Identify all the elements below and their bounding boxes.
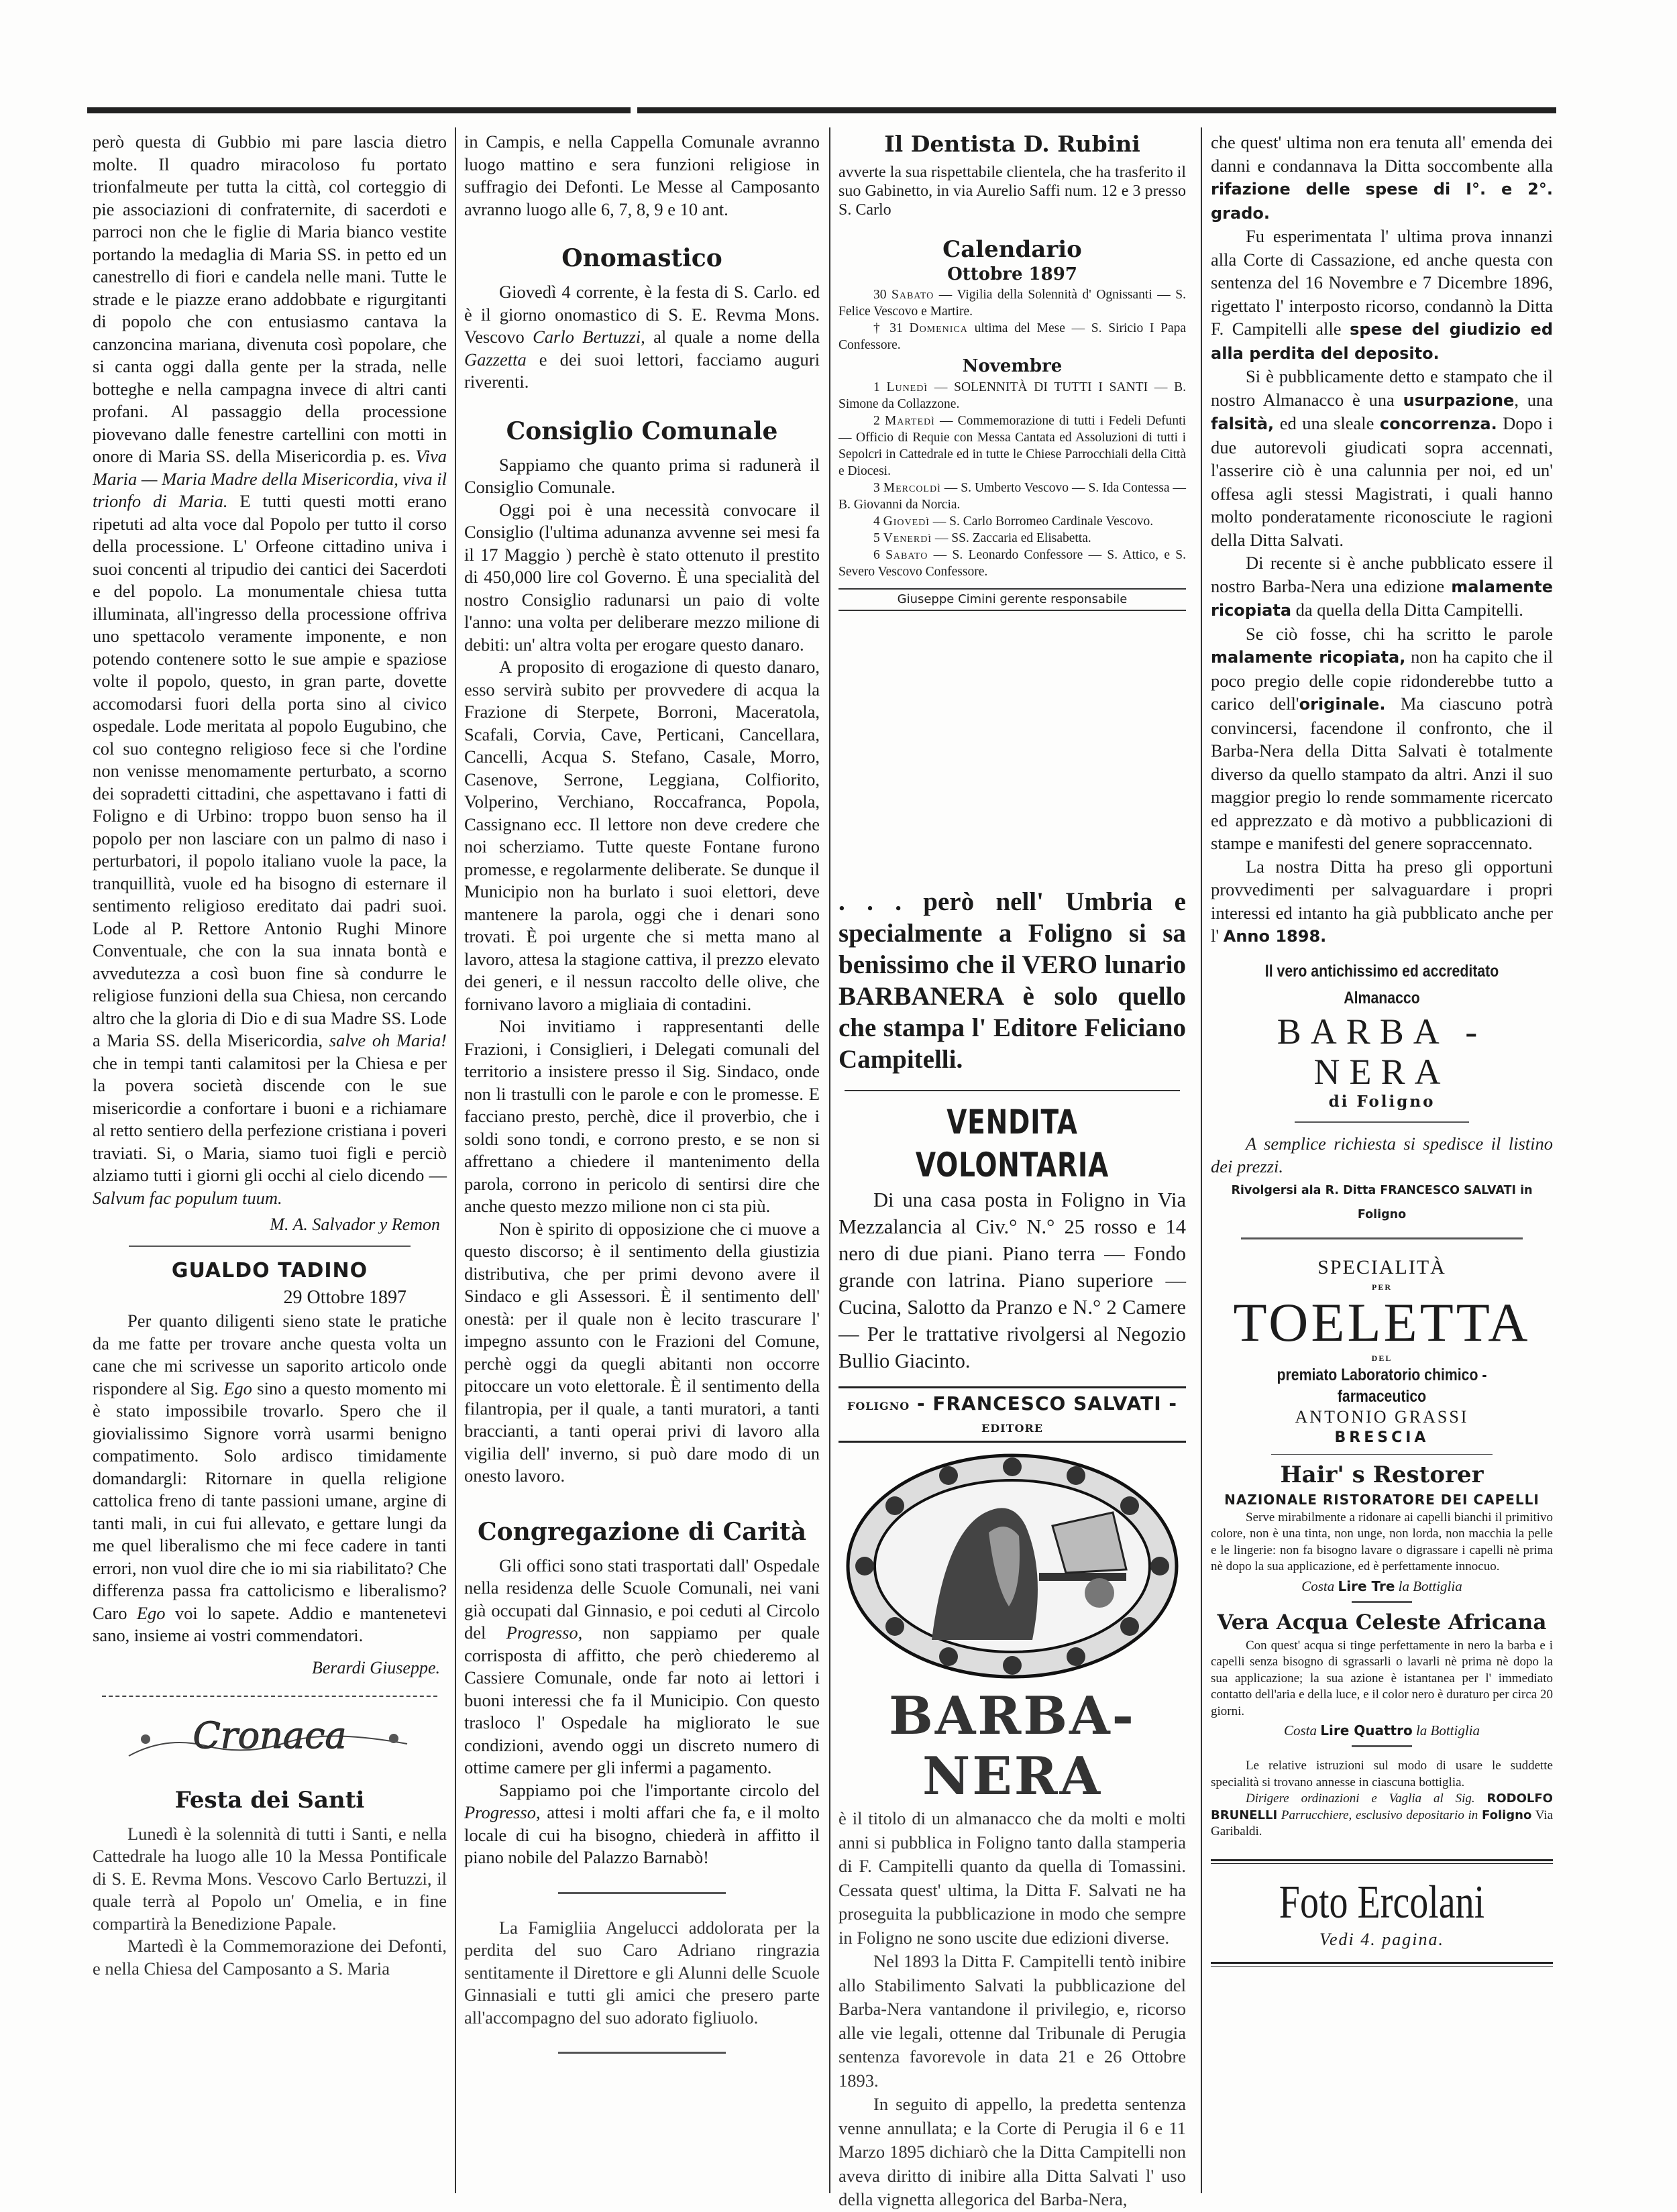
dentista-heading: Il Dentista D. Rubini	[884, 131, 1140, 157]
cronaca-ornament-icon	[125, 1709, 414, 1763]
calendar-weekday: Lunedì	[886, 380, 928, 394]
italic-text: Ego	[223, 1378, 252, 1398]
calendar-weekday: Mercoldì	[883, 481, 941, 495]
text: FOLIGNO	[847, 1400, 910, 1413]
gualdo-heading: GUALDO TADINO	[171, 1259, 368, 1282]
calendario-title: Calendario	[942, 236, 1082, 263]
bold-text: malamente ricopiata,	[1211, 648, 1406, 667]
paragraph	[1211, 131, 1553, 225]
text: Dirigere ordinazioni e Vaglia al Sig.	[1246, 1791, 1475, 1806]
ornamental-divider	[1241, 1237, 1523, 1239]
column-1	[93, 131, 447, 1980]
text: EDITORE	[981, 1422, 1043, 1435]
bold-text: Foligno	[1482, 1808, 1532, 1822]
italic-text: Viva Maria — Maria Madre della Misericordia, viva il trionfo di Maria.	[93, 446, 447, 511]
calendar-day: 3	[873, 481, 880, 495]
italic-text: salve oh Maria!	[329, 1030, 447, 1050]
text: Costa	[1301, 1578, 1335, 1594]
calendar-entry	[838, 320, 1186, 353]
calendar-entry	[838, 379, 1186, 412]
text: , una	[1514, 389, 1553, 410]
text: ed una sleale	[1279, 413, 1374, 433]
calendar-day: 4	[873, 514, 880, 529]
calendar-weekday: Sabato	[885, 548, 928, 562]
congregazione-heading: Congregazione di Carità	[477, 1517, 807, 1546]
editore-banner	[838, 1386, 1186, 1443]
svg-text:Cronaca: Cronaca	[193, 1714, 347, 1757]
calendar-day: 6	[873, 548, 880, 562]
almanacco-tagline: Il vero antichissimo ed accreditato Almanacco	[1264, 961, 1499, 1007]
paragraph: Sappiamo che quanto prima si radunerà il Consiglio Comunale.	[464, 454, 820, 497]
text: voi lo sapete. Addio e mantenetevi sano, insieme ai vostri commendatori.	[93, 1602, 447, 1645]
festa-paragraph: Martedì è la Commemorazione dei Defonti, e nella Chiesa del Camposanto a S. Maria	[93, 1936, 447, 1979]
cronaca-logo	[93, 1709, 447, 1763]
barbanera-vignette	[838, 1452, 1186, 1683]
serve-paragraph: Serve mirabilmente a ridonare ai capelli bianchi il primitivo colore, non è una tinta, non unge, non lorda, non macchia la pelle e le lingerie: non fa bisogno lavare o digrassare i capelli nè prima nè dopo la sua applicazione, ed è perfettamente innocuo.	[1211, 1510, 1553, 1573]
divider	[558, 2052, 726, 2054]
double-rule	[1211, 1962, 1553, 1967]
specialita-label: SPECIALITÀ	[1317, 1256, 1446, 1278]
month-heading: Ottobre 1897	[947, 264, 1077, 284]
vera-paragraph: Con quest' acqua si tinge perfettamente in nero la barba e i capelli senza bisogno di sgrassarli o lavarli nè prima nè dopo la sua applicazione; la sua azione è istantanea per l' immediato contatto dell'aria e della luce, e il color nero è duraturo per circa 20 giorni.	[1211, 1638, 1553, 1718]
calendar-day: † 31	[873, 321, 903, 335]
calendar-entry	[838, 547, 1186, 580]
vendita-heading-wrap	[838, 1101, 1186, 1186]
vendita-paragraph: Di una casa posta in Foligno in Via Mezzalancia al Civ.° N.° 25 rosso e 14 nero di due piani. Piano terra — Fondo grande con latrina. Piano superiore — Cucina, Salotto da Pranzo e N.° 2 Camere — Per le trattative rivolgersi al Negozio Bullio Giacinto.	[838, 1188, 1186, 1372]
calendar-text: — S. Umberto Vescovo — S. Ida Contessa — B. Giovanni da Norcia.	[838, 481, 1186, 512]
text: però questa di Gubbio mi pare lascia dietro molte. Il quadro miracoloso fu portato trionfalmeute per tutta la città, col corteggio di pie associazioni di confraternite, di sacerdoti e parroci non che le figlie di Maria bianco vestite portando la medaglia di Maria SS. in petto ed un canestrello di fiori e candela nelle mani. Tutte le strade e le piazze erano addobbate e rigurgitanti di popolo che con entusiasmo cantava la canzoncina mariana, divenuta così popolare, che si canta oggi dalla gente per la strada, nelle botteghe e nella campagna invece di altri canti profani. Al passaggio della processione piovevano dalle fenestre cartellini con motti in onore di Maria SS. della Misericordia p. es.	[93, 131, 447, 466]
text: Parrucchiere, esclusivo depositario in	[1281, 1808, 1478, 1822]
text: Si è pubblicamente detto e stampato che il nostro Almanacco è una	[1211, 366, 1553, 410]
text: Dopo i due autorevoli giudicati sopra accennati, l'asserire ciò è una calunnia per noi, ed un' offesa agli stessi Magistrati, i quali hanno molto ponderatamente riconosciute le ragioni della Ditta Salvati.	[1211, 413, 1554, 550]
signature: Berardi Giuseppe.	[311, 1657, 440, 1677]
bold-text: concorrenza.	[1379, 414, 1497, 433]
italic-text: Progresso,	[464, 1802, 541, 1822]
calendar-text: — S. Carlo Borromeo Cardinale Vescovo.	[932, 514, 1154, 529]
calendar-weekday: Domenica	[909, 321, 968, 335]
paragraph: Noi invitiamo i rappresentanti delle Frazioni, i Consiglieri, i Delegati comunali del territorio a insistere presso il Sig. Sindaco, onde non li trastulli con le parole e con le promesse. E facciano presto, perchè, dice il proverbio, che i soldi sono tondi, e corrono presto, e se non si affrettano a chiedere il mantenimento della parola, corrono in pericolo di sentirsi dire che anche questo mezzo milione non ci sta più.	[464, 1016, 820, 1216]
festa-heading: Festa dei Santi	[174, 1786, 365, 1814]
bold-text: falsità,	[1211, 414, 1275, 433]
barbanera-vignette-image	[845, 1452, 1180, 1680]
text: non sappiamo per quale corrisposta di affitto, che però chiederemo al Cassiere Comunale, onde far noto ai lettori i buoni interessi che fa il Municipio. Con questo trasloco l' Ospedale ha migliorato le sue condizioni, avendo oggi un discreto numero di ottime camere per gli infermi a pagamento.	[464, 1622, 820, 1777]
barbanera-title: BARBA-NERA	[888, 1685, 1136, 1807]
calendar-text: — Commemorazione di tutti i Fedeli Defunti — Officio di Requie con Messa Cantata ed Assoluzioni di tutti i Sepolcri in Cattedrale ed in tutte le Chiese Parrocchiali della Città e Diocesi.	[838, 414, 1187, 478]
price-line	[1211, 1720, 1553, 1741]
paragraph	[1211, 225, 1553, 365]
paragraph	[1211, 365, 1553, 551]
gerente-responsabile: Giuseppe Cimini gerente responsabile	[838, 588, 1186, 611]
paragraph	[1211, 855, 1553, 948]
text: non ha capito che il poco pregio delle copie ridonderebbe tutto a carico dell'	[1211, 647, 1554, 714]
column-3	[838, 131, 1186, 2212]
text: la Bottiglia	[1398, 1578, 1462, 1594]
barbanera-ad-title: BARBA - NERA	[1277, 1011, 1487, 1092]
per-label: PER	[1372, 1282, 1392, 1292]
price: Lire Tre	[1338, 1578, 1395, 1594]
paragraph: è il titolo di un almanacco che da molti e molti anni si pubblica in Foligno tanto dalla stamperia di F. Campitelli quanto da quella di Tomassini. Cessata quest' ultima, la Ditta F. Salvati ne ha proseguita la pubblicazione in modo che sempre in Foligno ne sono uscite due edizioni diverse.	[838, 1808, 1186, 1948]
ornamental-divider	[845, 1090, 1180, 1091]
text: la Bottiglia	[1415, 1722, 1480, 1738]
paragraph: A proposito di erogazione di questo danaro, esso servirà subito per provvedere di acqua la Frazione di Sterpete, Borroni, Maceratola, Scafali, Corvia, Cave, Perticani, Cancellara, Cancelli, Acqua S. Stefano, Casale, Morro, Casenove, Serrone, Leggiana, Colfiorito, Volperino, Verchiano, Roccafranca, Popola, Cassignano ecc. Il lettore non deve credere che noi scherziamo. Tutte queste Fontane furono promesse, e regolarmente deliberate. Se dunque il Municipio non ha burlato i suoi elettori, deve mantenere la parola, oggi che i denari sono trovati. È poi urgente che si metta mano al lavoro, attesa la stagione cattiva, il prezzo elevato dei generi, e il nessun raccolto delle olive, che fornivano lavoro a migliaia di contadini.	[464, 657, 820, 1014]
paragraph: Oggi poi è una necessità convocare il Consiglio (l'ultima adunanza avvenne sei mesi fa il 17 Maggio ) perchè è stato ottenuto il prestito di 450,000 lire col Governo. È una specialità del nostro Consiglio radunarsi un paio di volte l'anno: una volta per deliberare mezzo milione di debiti: un' altra volta per erogare questo danaro.	[464, 499, 820, 655]
calendar-weekday: Giovedì	[883, 514, 930, 529]
paragraph	[1211, 622, 1553, 855]
festa-paragraph: Lunedì è la solennità di tutti i Santi, e nella Cattedrale ha luogo alle 10 la Messa Pontificale di S. E. Revma Mons. Vescovo Carlo Bertuzzi, il quale terrà al Popolo un' Omelia, e in fine compartirà la Benedizione Papale.	[93, 1823, 447, 1934]
calendar-entry	[838, 412, 1186, 480]
paragraph: In seguito di appello, la predetta sentenza venne annullata; e la Corte di Perugia il 6 e 11 Marzo 1895 dichiarò che la Ditta Campitelli non aveva diritto di inibire alla Ditta Salvati l' uso della vignetta allegorica del Barba-Nera,	[838, 2094, 1186, 2209]
gualdo-date: 29 Ottobre 1897	[283, 1287, 407, 1308]
paragraph: Non è spirito di opposizione che ci muove a questo discorso; è il sentimento della giustizia distributiva, che per primi devono avere il Sindaco e gli Assessori. È il sentimento dell' onestà: per il quale non è lecito trascurare l' impegno assunto con le Frazioni del Comune, perchè oggi da quegli abitanti non occorre pitoccare un voto elettorale. È il sentimento della filantropia, per il quale, a tanti muratori, a tanti braccianti, a tanti operai privi di lavoro alla vigilia dell' inverno, si può dare modo di un onesto lavoro.	[464, 1218, 820, 1486]
text: Ma ciascuno potrà convincersi, facendone il confronto, che il Barba-Nera della Ditta Salvati è totalmente diverso da quello stampato da altri. Anzi il suo maggior pregio lo rende sommamente ricercato ed apprezzato e dà motivo a pubblicazioni di stampe e manifesti del genere sopraccennato.	[1211, 694, 1553, 853]
calendar-text: — SOLENNITÀ DI TUTTI I SANTI — B. Simone da Collazzone.	[838, 380, 1187, 411]
paragraph: Nel 1893 la Ditta F. Campitelli tentò inibire allo Stabilimento Salvati la pubblicazione del Barba-Nera vantandone il privilegio, e, ricorso alle vie legali, ottenne dal Tribunale di Perugia sentenza favorevole in data 21 e 26 Ottobre 1893.	[838, 1951, 1186, 2091]
price: Lire Quattro	[1320, 1722, 1413, 1738]
del-label: DEL	[1371, 1353, 1393, 1363]
calendar-entry	[838, 513, 1186, 530]
faded-area	[838, 611, 1186, 886]
bold-text: spese del giudizio ed alla perdita del deposito.	[1211, 320, 1553, 363]
calendar-day: 30	[873, 288, 887, 302]
gubbio-article	[93, 131, 447, 1209]
header-rule	[87, 107, 631, 113]
text: sino a questo momento mi è stato impossibile trovarlo. Spero che il giovialissimo Signore vorrà usarmi benigno compatimento. Solo ardisco timidamente domandargli: Ritornare in quella religione cattolica freno di tante passioni umane, argine di tanti mali, in cui fui allevato, e gettare lungi da me quel liberalismo che mi fece cadere in tanti errori, non vuol dire che io mi sia riabilitato? Che differenza passa fra cattolicismo e liberalismo? Caro	[93, 1378, 447, 1623]
bold-text: malamente ricopiata	[1211, 577, 1554, 620]
calendar-weekday: Sabato	[891, 288, 934, 302]
price-line	[1211, 1575, 1553, 1597]
double-rule	[1211, 1859, 1553, 1864]
calendar-text: ultima del Mese — S. Siricio I Papa Confessore.	[838, 321, 1187, 352]
famiglia-notice: La Famigliia Angelucci addolorata per la perdita del suo Caro Adriano ringrazia sentitamente il Direttore e gli Alunni delle Scuole Ginnasiali e tutti gli amici che presero parte all'accompagno del suo adorato figliuolo.	[464, 1917, 820, 2028]
text: Sappiamo poi che l'importante circolo del	[499, 1779, 820, 1800]
consiglio-heading: Consiglio Comunale	[506, 417, 778, 445]
text: Se ciò fosse, chi ha scritto le parole	[1246, 623, 1553, 644]
laboratorio-line: premiato Laboratorio chimico - farmaceutico	[1277, 1365, 1487, 1406]
calendar-weekday: Venerdì	[883, 531, 932, 545]
dentista-paragraph: avverte la sua rispettabile clientela, che ha trasferito il suo Gabinetto, in via Aurelio Saffi num. 12 e 3 presso S. Carlo	[838, 164, 1186, 219]
onomastico-heading: Onomastico	[561, 244, 722, 272]
text: - FRANCESCO SALVATI -	[916, 1392, 1178, 1415]
column-2	[464, 131, 820, 2063]
calendario	[838, 237, 1186, 580]
text: che quest' ultima non era tenuta all' emenda dei danni e condannava la Ditta soccombente alla	[1211, 132, 1553, 176]
text: Fu esperimentata l' ultima prova innanzi alla Corte di Cassazione, ed anche questa con sentenza del 16 Novembre e 7 Dicembre 1896, rigettato l' interposto ricorso, condannò la Ditta F. Campitelli alle	[1211, 226, 1553, 339]
calendar-day: 1	[873, 380, 880, 394]
month-heading: Novembre	[962, 356, 1063, 376]
divider	[129, 1246, 411, 1247]
nazionale-ristoratore: NAZIONALE RISTORATORE DEI CAPELLI	[1224, 1491, 1539, 1508]
paragraph	[1211, 551, 1553, 622]
vera-acqua-title: Vera Acqua Celeste Africana	[1217, 1610, 1547, 1635]
text: Per quanto diligenti sieno state le pratiche da me fatte per trovare anche questa volta un cane che mi scrivesse un saporito articolo onde rispondere al Sig.	[93, 1311, 447, 1398]
brescia: BRESCIA	[1334, 1429, 1429, 1446]
italic-text: Gazzetta	[464, 349, 527, 370]
calendar-entry	[838, 286, 1186, 320]
calendar-day: 2	[873, 414, 880, 428]
text: Via Garibaldi.	[1211, 1808, 1554, 1838]
text: attesi i molti affari che fa, e il molto locale di cui ha bisogno, chiederà in affitto il piano nobile del Palazzo Barnabò!	[464, 1802, 820, 1867]
di-foligno: di Foligno	[1328, 1092, 1436, 1111]
divider	[1352, 1601, 1412, 1603]
barbanera-notice	[838, 886, 1186, 1075]
ornamental-divider	[1271, 1454, 1493, 1455]
header-rule	[637, 107, 1556, 113]
ornamental-divider	[1295, 1121, 1469, 1123]
column-divider	[1201, 127, 1202, 2193]
notice-text: . . . però nell' Umbria e specialmente a Foligno si sa benissimo che il VERO lunario BARBANERA è solo quello che stampa l' Editore Feliciano Campitelli.	[838, 887, 1186, 1074]
text: Costa	[1283, 1722, 1317, 1738]
signature: M. A. Salvador y Remon	[270, 1215, 440, 1234]
column-4	[1211, 131, 1553, 1979]
bold-text: Anno 1898.	[1223, 927, 1327, 946]
column-divider	[829, 127, 830, 2193]
divider	[558, 1892, 726, 1894]
text: La nostra Ditta ha preso gli opportuni provvedimenti per salvaguardare i propri interessi ed intanto ha già pubblicato anche per l'	[1211, 856, 1553, 946]
text: Di recente si è anche pubblicato essere il nostro Barba-Nera una edizione	[1211, 553, 1553, 596]
italic-text: Progresso,	[506, 1622, 583, 1643]
calendar-entry	[838, 480, 1186, 513]
toeletta-title: TOELETTA	[1233, 1291, 1531, 1353]
foto-ercolani: Foto Ercolani	[1279, 1876, 1485, 1928]
paragraph: in Campis, e nella Cappella Comunale avranno luogo mattino e sera funzioni religiose in suffragio dei Defonti. Le Messe al Camposanto avranno luogo alle 6, 7, 8, 9 e 10 ant.	[464, 131, 820, 219]
italic-text: Carlo Bertuzzi,	[533, 327, 645, 347]
paragraph	[464, 1779, 820, 1869]
text: Giovedì 4 corrente, è la festa di S. Carlo. ed è il giorno onomastico di S. E. Revma Mons. Vescovo	[464, 282, 820, 347]
bold-text: usurpazione	[1403, 390, 1515, 410]
antonio-grassi: ANTONIO GRASSI	[1295, 1406, 1469, 1427]
text: e dei suoi lettori, facciamo auguri riverenti.	[464, 349, 820, 392]
bold-text: originale.	[1299, 695, 1386, 714]
calendar-text: — SS. Zaccaria ed Elisabetta.	[934, 531, 1091, 545]
rivolgersi-line: Rivolgersi ala R. Ditta FRANCESCO SALVATI in Foligno	[1231, 1183, 1533, 1221]
gualdo-article	[93, 1310, 447, 1647]
calendar-weekday: Martedì	[884, 414, 935, 428]
calendar-entry	[838, 530, 1186, 547]
column-divider	[455, 127, 456, 2193]
text: al quale a nome della	[653, 327, 820, 347]
paragraph	[464, 1555, 820, 1779]
italic-text: Ego	[136, 1602, 166, 1623]
calendar-text: — S. Leonardo Confessore — S. Attico, e S. Severo Vescovo Confessore.	[838, 548, 1187, 579]
onomastico-paragraph	[464, 281, 820, 394]
istruzioni-paragraph: Le relative istruzioni sul modo di usare le suddette specialità si trovano annesse in ciascuna bottiglia.	[1211, 1759, 1553, 1789]
listino-note: A semplice richiesta si spedisce il listino dei prezzi.	[1211, 1133, 1553, 1176]
text: Gli offici sono stati trasportati dall' Ospedale nella residenza delle Scuole Comunali, nei vani già occupati dal Ginnasio, e poi ceduti al Circolo del	[464, 1555, 820, 1643]
text: da quella della Ditta Campitelli.	[1295, 600, 1523, 620]
text: E tutti questi motti erano ripetuti ad alta voce dal Popolo per tutto il corso della processione. L' Orfeone cittadino univa i suoi concenti al tripudio dei cantici dei Sacerdoti e del popolo. La monumentale chiesa tutta illuminata, all'ingresso della processione offriva uno spettacolo veramente imponente, e non potendo contenere sotto le sue ampie e spaziose volte il popolo, questo, in gran parte, dovette accomodarsi fuori della porta sino al civico ospedale. Lode meritata al popolo Eugubino, che col suo contegno religioso fece si che l'ordine non venisse menomamente perturbato, a scorno dei sopradetti cittadini, che aspettavano i fatti di Foligno e di Urbino: troppo buon senso ha il popolo per non lasciare con un palmo di naso i perturbatori, il popolo italiano vuole la pace, la tranquillità, vuole ed ha bisogno di esternare il sentimento religioso ereditato dai padri suoi. Lode al P. Rettore Antonio Rughi Minore Conventuale, che con la sua innata bontà e avvedutezza a così buon fine sà condurre le religiose funzioni della sua Chiesa, non cercando altro che la gloria di Dio e di sua Madre SS. Lode a Maria SS. della Misericordia,	[93, 491, 447, 1050]
ornamental-divider	[102, 1696, 437, 1697]
vendita-heading: VENDITA VOLONTARIA	[915, 1103, 1110, 1184]
bold-text: RODOLFO BRUNELLI	[1211, 1791, 1553, 1822]
calendar-text: — Vigilia della Solennità d' Ognissanti — S. Felice Vescovo e Martire.	[838, 288, 1186, 319]
bold-text: rifazione delle spese di I°. e 2°. grado.	[1211, 180, 1553, 223]
text: che in tempi tanti calamitosi per la Chiesa e per la povera società discende con le sue misericordie a confortare i buoni e a richiamare al retto sentiero della perfezione cristiana i poveri traviati. Si, o Maria, siamo tuoi figli e perciò alziamo tutti i giorni gli occhi al cielo dicendo —	[93, 1052, 447, 1185]
vedi-pagina: Vedi 4. pagina.	[1319, 1929, 1444, 1949]
hairs-restorer-title: Hair' s Restorer	[1280, 1461, 1484, 1488]
divider	[1352, 1745, 1412, 1747]
dirigere-paragraph	[1211, 1791, 1553, 1840]
calendar-day: 5	[873, 531, 880, 545]
italic-text: Salvum fac populum tuum.	[93, 1187, 282, 1208]
